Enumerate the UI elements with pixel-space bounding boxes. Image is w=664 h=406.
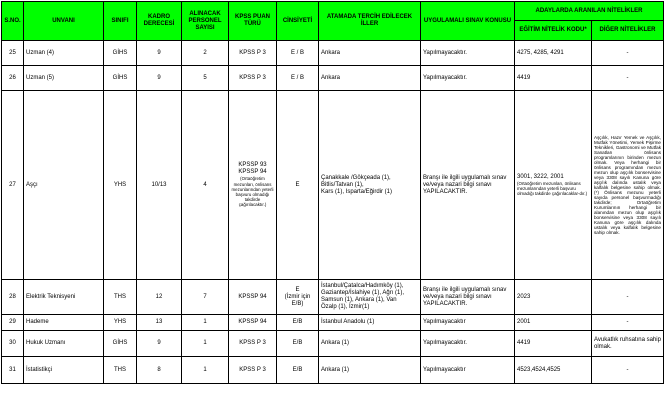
cell-egitim: 2001	[515, 315, 592, 331]
cinsiyet-line: E/B)	[291, 300, 304, 307]
il-line: Gaziantep/İslahiye (1), Ağrı (1),	[321, 290, 405, 296]
cell-unvan: Hademe	[24, 315, 104, 331]
cell-cinsiyet: E/B	[277, 357, 319, 384]
table-row	[2, 357, 664, 384]
cell-diger: -	[592, 357, 664, 384]
cell-cinsiyet: E / B	[277, 66, 319, 91]
cell-kadro: 9	[137, 41, 182, 66]
kpss-line: KPSSP 93	[238, 162, 267, 169]
cell-kadro: 8	[137, 357, 182, 384]
cell-sayi: 1	[182, 315, 229, 331]
col-header-kpss-puan-turu: KPSS PUAN TÜRÜ	[229, 2, 277, 41]
cell-unvan: Aşçı	[24, 91, 104, 280]
col-header-diger-nitelikler: DİĞER NİTELİKLER	[592, 21, 664, 41]
cell-diger: -	[592, 41, 664, 66]
cell-sinif: THS	[104, 357, 137, 384]
cell-sinif: THS	[104, 280, 137, 315]
cell-kadro: 10/13	[137, 91, 182, 280]
kpss-note: (Ortaöğretim mezunları, önlisans mezunlarından yeterli başvuru olmadığı takdirde çağırılacaktır.)	[231, 176, 274, 208]
col-header-sinifi: SINIFI	[104, 2, 137, 41]
cell-sinif: YHS	[104, 315, 137, 331]
il-line: Çanakkale /Gökçeada (1),	[321, 174, 391, 181]
cell-sno: 27	[2, 91, 24, 280]
cell-sno: 28	[2, 280, 24, 315]
cell-iller	[319, 91, 421, 280]
col-header-kadro-derecesi: KADRO DERECESİ	[137, 2, 182, 41]
cinsiyet-line: (İzmir için	[284, 293, 311, 300]
egitim-codes: 3001, 3222, 2001	[517, 173, 564, 180]
il-line: Kars (1), Isparta/Eğirdir (1)	[321, 188, 393, 195]
col-header-atamada-tercih: ATAMADA TERCİH EDİLECEK İLLER	[319, 2, 421, 41]
cell-kpss: KPSS P 3	[229, 331, 277, 357]
cell-sayi: 2	[182, 41, 229, 66]
cell-unvan: İstatistikçi	[24, 357, 104, 384]
cell-unvan: Uzman (4)	[24, 41, 104, 66]
personnel-requirements-table	[1, 1, 664, 384]
il-line: Özalp (1), İzmir(1)	[321, 304, 370, 310]
cell-cinsiyet: E/B	[277, 315, 319, 331]
cell-sayi: 7	[182, 280, 229, 315]
cell-unvan: Elektrik Teknisyeni	[24, 280, 104, 315]
cell-sinav: Yapılmayacaktır.	[421, 331, 515, 357]
cell-diger	[592, 91, 664, 280]
cell-sayi: 1	[182, 357, 229, 384]
cinsiyet-line: E	[295, 286, 300, 293]
cell-iller: İstanbul Anadolu (1)	[319, 315, 421, 331]
cell-diger: -	[592, 66, 664, 91]
il-line: İstanbul/Çatalca/Hadımköy (1),	[321, 283, 404, 289]
cell-sinav: Branşı ile ilgili uygulamalı sınav ve/veya nazari bilgi sınavı YAPILACAKTIR.	[421, 91, 515, 280]
cell-iller: Ankara	[319, 41, 421, 66]
cell-sinav: Yapılmayacaktır	[421, 357, 515, 384]
cell-sno: 29	[2, 315, 24, 331]
cell-sinav: Yapılmayacaktır	[421, 315, 515, 331]
cell-kadro: 13	[137, 315, 182, 331]
cell-kpss	[229, 91, 277, 280]
table-row	[2, 41, 664, 66]
kpss-line: KPSSP 94	[238, 169, 267, 176]
table-row	[2, 66, 664, 91]
cell-egitim	[515, 91, 592, 280]
cell-egitim: 2023	[515, 280, 592, 315]
cell-kpss: KPSSP 94	[229, 280, 277, 315]
cell-diger: -	[592, 280, 664, 315]
header-row	[2, 2, 664, 21]
cell-cinsiyet: E/B	[277, 331, 319, 357]
cell-sayi: 1	[182, 331, 229, 357]
cell-kadro: 12	[137, 280, 182, 315]
cell-iller: Ankara (1)	[319, 357, 421, 384]
cell-sno: 26	[2, 66, 24, 91]
cell-sno: 30	[2, 331, 24, 357]
cell-iller: Ankara	[319, 66, 421, 91]
cell-iller: Ankara (1)	[319, 331, 421, 357]
cell-kpss: KPSS P 3	[229, 357, 277, 384]
cell-egitim: 4419	[515, 331, 592, 357]
diger-text: Aşçılık, Hazır Yemek ve Aşçılık, Mutfak Yönetimi, Yemek Pişirme Teknikleri, Gastronomi ve Mutfak Sanatları önlisans programlarının birinden mezun olmak. Veya herhangi bir önlisans programından mezun mezun olup aşçılık bonservisine veya 3308 sayılı Kanuna göre aşçılık dalında ustalık veya kalfalık belgesine sahip olmak. (*) Önlisans mezunu yeterli sayıda personel başvurmadığı takdirde; Ortaöğretim Kurumlarının herhangi bir alanından mezun olup aşçılık bonservisine veya 3308 sayılı Kanuna göre aşçılık dalında ustalık veya kalfalık belgesine sahip olmak.	[594, 135, 661, 235]
il-line: Bitlis/Tatvan (1),	[321, 181, 364, 188]
table-row	[2, 315, 664, 331]
col-header-adaylarda-aranilan: ADAYLARDA ARANILAN NİTELİKLER	[515, 2, 664, 21]
cell-sinif: GİHS	[104, 331, 137, 357]
cell-cinsiyet	[277, 280, 319, 315]
table-row	[2, 280, 664, 315]
cell-sinif: GİHS	[104, 66, 137, 91]
table-row	[2, 331, 664, 357]
cell-unvan: Uzman (5)	[24, 66, 104, 91]
col-header-sno: S.NO.	[2, 2, 24, 41]
col-header-egitim-nitelik-kodu: EĞİTİM NİTELİK KODU*	[515, 21, 592, 41]
cell-egitim: 4419	[515, 66, 592, 91]
col-header-unvani: UNVANI	[24, 2, 104, 41]
cell-sinav: Yapılmayacaktır.	[421, 66, 515, 91]
il-line: Samsun (1), Ankara (1), Van	[321, 297, 397, 303]
cell-sayi: 5	[182, 66, 229, 91]
cell-unvan: Hukuk Uzmanı	[24, 331, 104, 357]
col-header-alinacak-personel: ALINACAK PERSONEL SAYISI	[182, 2, 229, 41]
cell-kadro: 9	[137, 66, 182, 91]
col-header-cinsiyeti: CİNSİYETİ	[277, 2, 319, 41]
cell-sinif: GİHS	[104, 41, 137, 66]
col-header-uygulamali-sinav: UYGULAMALI SINAV KONUSU	[421, 2, 515, 41]
cell-kadro: 9	[137, 331, 182, 357]
table-row	[2, 91, 664, 280]
cell-egitim: 4275, 4285, 4291	[515, 41, 592, 66]
cell-iller	[319, 280, 421, 315]
cell-cinsiyet: E	[277, 91, 319, 280]
cell-sinav: Yapılmayacaktır.	[421, 41, 515, 66]
egitim-note: (Ortaöğretim mezunları, önlisans mezunlarından yeterli başvuru olmadığı takdirde çağırılacaklar-dır.)	[517, 180, 588, 197]
cell-sno: 31	[2, 357, 24, 384]
cell-sinav: Branşı ile ilgili uygulamalı sınav ve/veya nazari bilgi sınavı YAPILACAKTIR.	[421, 280, 515, 315]
cell-kpss: KPSS P 3	[229, 66, 277, 91]
cell-sno: 25	[2, 41, 24, 66]
cell-sayi: 4	[182, 91, 229, 280]
cell-sinif: YHS	[104, 91, 137, 280]
cell-diger: -	[592, 315, 664, 331]
cell-kpss: KPSSP 94	[229, 315, 277, 331]
cell-diger: Avukatlık ruhsatına sahip olmak.	[592, 331, 664, 357]
cell-egitim: 4523,4524,4525	[515, 357, 592, 384]
cell-cinsiyet: E / B	[277, 41, 319, 66]
cell-kpss: KPSS P 3	[229, 41, 277, 66]
